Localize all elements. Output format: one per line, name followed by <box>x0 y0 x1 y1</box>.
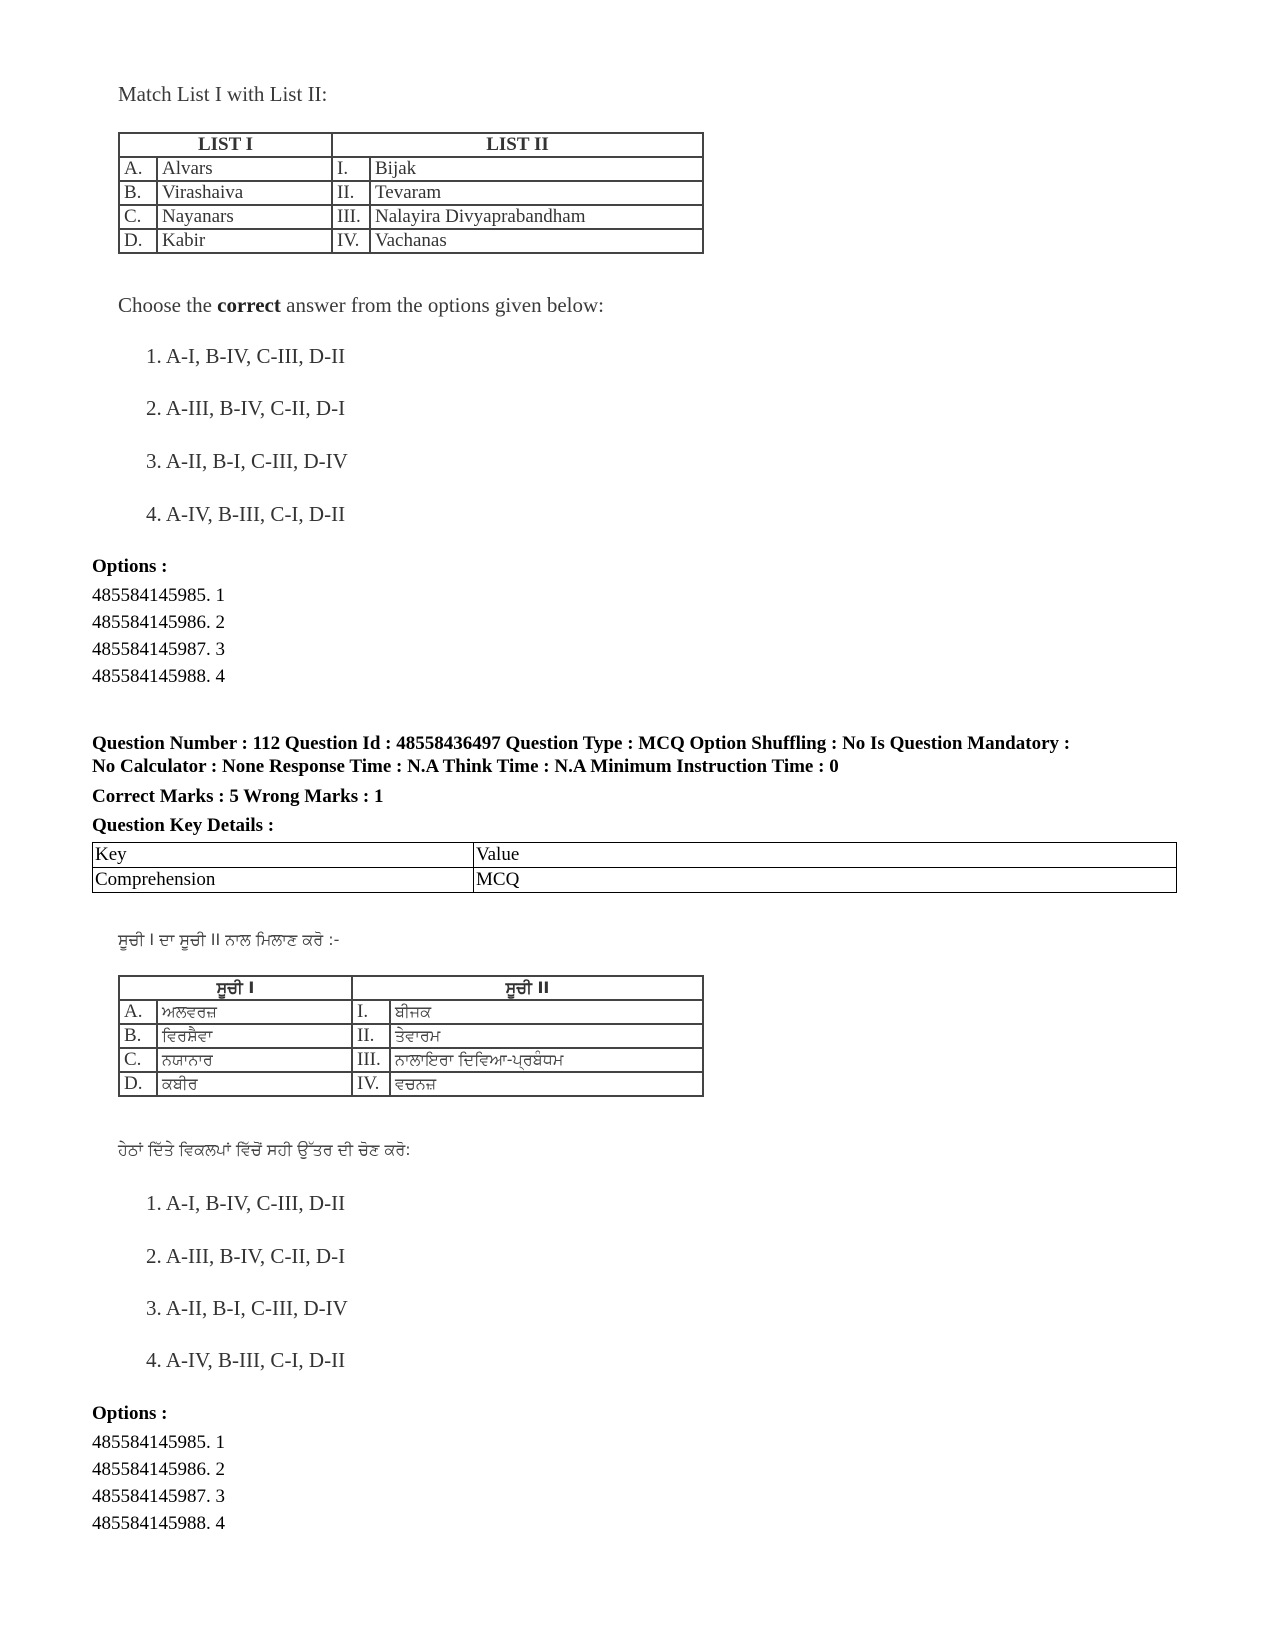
q111-choice-1: 1. A-I, B-IV, C-III, D-II <box>146 344 346 368</box>
row-key: IV. <box>352 1072 390 1096</box>
q111-options-list <box>92 582 225 690</box>
table-header-row <box>93 843 1177 868</box>
q111-choice-2: 2. A-III, B-IV, C-II, D-I <box>146 396 346 420</box>
row-value: Kabir <box>157 229 332 253</box>
row-value: Tevaram <box>370 181 703 205</box>
row-key: C. <box>119 1048 157 1072</box>
option-item: 485584145986. 2 <box>92 612 225 633</box>
q112-choice-4: 4. A-IV, B-III, C-I, D-II <box>146 1348 346 1372</box>
row-value: ਕਬੀਰ <box>157 1072 352 1096</box>
row-key: A. <box>119 1000 157 1024</box>
row-key: D. <box>119 1072 157 1096</box>
q111-choice-4: 4. A-IV, B-III, C-I, D-II <box>146 502 346 526</box>
row-key: I. <box>352 1000 390 1024</box>
q111-match-table <box>118 132 704 254</box>
row-value: ਨਯਾਨਾਰ <box>157 1048 352 1072</box>
list2-header: ਸੂਚੀ II <box>352 976 703 1000</box>
row-value: Nalayira Divyaprabandham <box>370 205 703 229</box>
row-value: Alvars <box>157 157 332 181</box>
row-key: D. <box>119 229 157 253</box>
q112-choice-3: 3. A-II, B-I, C-III, D-IV <box>146 1296 348 1320</box>
choose-text: Choose the <box>118 293 218 317</box>
row-value: ਵਚਨਜ਼ <box>390 1072 703 1096</box>
option-item: 485584145987. 3 <box>92 639 225 660</box>
table-row <box>119 1072 703 1096</box>
q112-choose-instruction: ਹੇਠਾਂ ਦਿੱਤੇ ਵਿਕਲਪਾਂ ਵਿੱਚੋਂ ਸਹੀ ਉੱਤਰ ਦੀ ਚੋਣ ਕਰੋ: <box>118 1140 411 1159</box>
q112-choice-2: 2. A-III, B-IV, C-II, D-I <box>146 1244 346 1268</box>
table-row <box>119 229 703 253</box>
choose-text: answer from the options given below: <box>280 293 604 317</box>
list1-header: LIST I <box>119 133 332 157</box>
q112-prompt: ਸੂਚੀ I ਦਾ ਸੂਚੀ II ਨਾਲ ਮਿਲਾਣ ਕਰੋ :- <box>118 930 340 949</box>
q112-choice-1: 1. A-I, B-IV, C-III, D-II <box>146 1191 346 1215</box>
row-value: ਅਲਵਰਜ਼ <box>157 1000 352 1024</box>
row-key: II. <box>332 181 370 205</box>
table-row <box>119 1000 703 1024</box>
table-row <box>119 1024 703 1048</box>
option-item: 485584145985. 1 <box>92 1432 225 1453</box>
row-key: III. <box>352 1048 390 1072</box>
option-item: 485584145987. 3 <box>92 1486 225 1507</box>
table-row <box>119 1048 703 1072</box>
q112-options-list <box>92 1429 225 1537</box>
row-key: B. <box>119 181 157 205</box>
option-item: 485584145988. 4 <box>92 1513 225 1534</box>
q112-key-details-label: Question Key Details : <box>92 815 275 836</box>
table-header-row <box>119 976 703 1000</box>
key-header: Key <box>93 843 474 868</box>
row-value: Bijak <box>370 157 703 181</box>
key-cell: Comprehension <box>93 868 474 893</box>
value-cell: MCQ <box>474 868 1177 893</box>
row-key: A. <box>119 157 157 181</box>
row-key: I. <box>332 157 370 181</box>
row-value: ਨਾਲਾਇਰਾ ਦਿਵਿਆ-ਪ੍ਰਬੰਧਮ <box>390 1048 703 1072</box>
table-row <box>93 868 1177 893</box>
q111-prompt: Match List I with List II: <box>118 82 328 106</box>
q112-options-label: Options : <box>92 1403 168 1424</box>
q111-choose-instruction <box>118 293 604 318</box>
option-item: 485584145985. 1 <box>92 585 225 606</box>
list2-header: LIST II <box>332 133 703 157</box>
meta-line: No Calculator : None Response Time : N.A Think Time : N.A Minimum Instruction Time : 0 <box>92 756 839 777</box>
row-value: ਬੀਜਕ <box>390 1000 703 1024</box>
q112-match-table <box>118 975 704 1097</box>
option-item: 485584145986. 2 <box>92 1459 225 1480</box>
choose-bold: correct <box>217 293 281 317</box>
meta-line: Question Number : 112 Question Id : 48558436497 Question Type : MCQ Option Shuffling : No Is Question Mandatory : <box>92 733 1071 754</box>
row-value: ਵਿਰਸ਼ੈਵਾ <box>157 1024 352 1048</box>
row-key: II. <box>352 1024 390 1048</box>
row-value: Virashaiva <box>157 181 332 205</box>
option-item: 485584145988. 4 <box>92 666 225 687</box>
table-header-row <box>119 133 703 157</box>
row-key: C. <box>119 205 157 229</box>
row-value: ਤੇਵਾਰਮ <box>390 1024 703 1048</box>
table-row <box>119 205 703 229</box>
row-value: Vachanas <box>370 229 703 253</box>
q112-meta <box>92 732 1182 778</box>
row-value: Nayanars <box>157 205 332 229</box>
row-key: B. <box>119 1024 157 1048</box>
q111-choice-3: 3. A-II, B-I, C-III, D-IV <box>146 449 348 473</box>
list1-header: ਸੂਚੀ I <box>119 976 352 1000</box>
q112-marks: Correct Marks : 5 Wrong Marks : 1 <box>92 786 384 807</box>
table-row <box>119 181 703 205</box>
value-header: Value <box>474 843 1177 868</box>
table-row <box>119 157 703 181</box>
row-key: III. <box>332 205 370 229</box>
q111-options-label: Options : <box>92 556 168 577</box>
q112-key-table <box>92 842 1177 893</box>
row-key: IV. <box>332 229 370 253</box>
